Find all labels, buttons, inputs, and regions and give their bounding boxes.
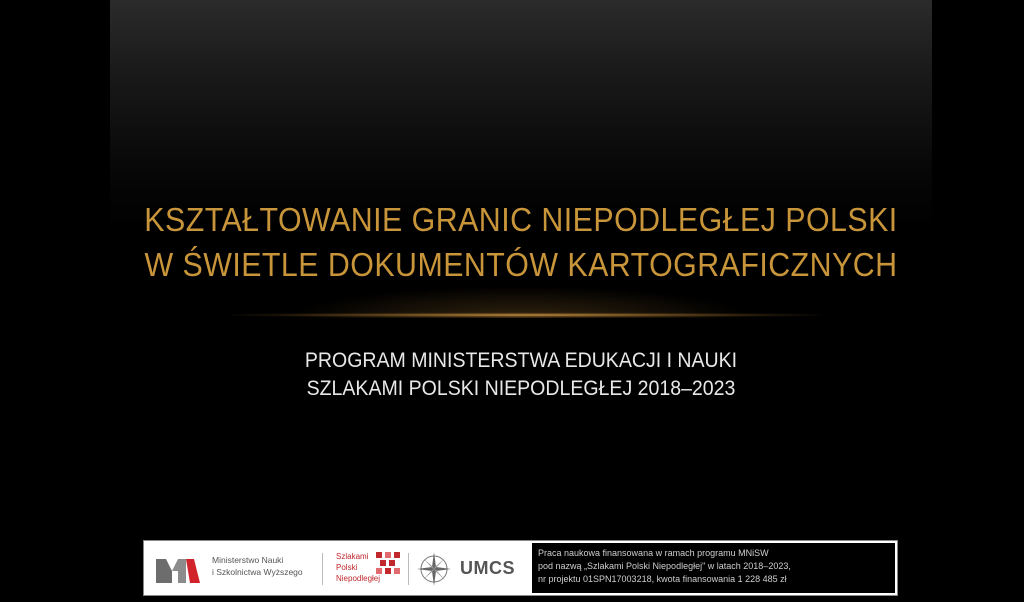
funding-info-line-1: Praca naukowa finansowana w ramach programu MNiSW <box>538 548 769 558</box>
slide-subtitle <box>139 347 903 403</box>
logo-separator <box>322 553 323 585</box>
funding-info-line-2: pod nazwą „Szlakami Polski Niepodległej" w latach 2018–2023, <box>538 561 791 571</box>
slide-title-line-1: KSZTAŁTOWANIE GRANIC NIEPODLEGŁEJ POLSKI <box>144 201 898 238</box>
szlakami-line-2: Polski <box>336 563 358 572</box>
slide-title-line-2: W ŚWIETLE DOKUMENTÓW KARTOGRAFICZNYCH <box>144 246 898 283</box>
mnisw-line-2: i Szkolnictwa Wyższego <box>212 567 303 577</box>
mnisw-logo-text <box>212 554 303 578</box>
title-divider-line <box>230 313 822 317</box>
slide-subtitle-line-1: PROGRAM MINISTERSTWA EDUKACJI I NAUKI <box>304 349 738 372</box>
umcs-logo-text: UMCS <box>460 558 515 578</box>
szlakami-mosaic-icon <box>376 552 400 574</box>
szlakami-logo-text <box>336 551 380 584</box>
mnisw-logo-icon <box>156 555 200 583</box>
compass-rose-icon <box>416 551 452 587</box>
szlakami-line-3: Niepodległej <box>336 574 381 583</box>
slide-subtitle-line-2: SZLAKAMI POLSKI NIEPODLEGŁEJ 2018–2023 <box>306 377 736 400</box>
szlakami-line-1: Szlakami <box>336 552 369 561</box>
presentation-slide <box>110 0 932 602</box>
slide-title <box>143 197 899 287</box>
mnisw-line-1: Ministerstwo Nauki <box>212 555 284 565</box>
sponsor-footer <box>143 540 898 596</box>
funding-info-line-3: nr projektu 01SPN17003218, kwota finansowania 1 228 485 zł <box>538 574 787 584</box>
funding-info-box <box>530 541 897 595</box>
logo-separator-2 <box>408 553 409 585</box>
